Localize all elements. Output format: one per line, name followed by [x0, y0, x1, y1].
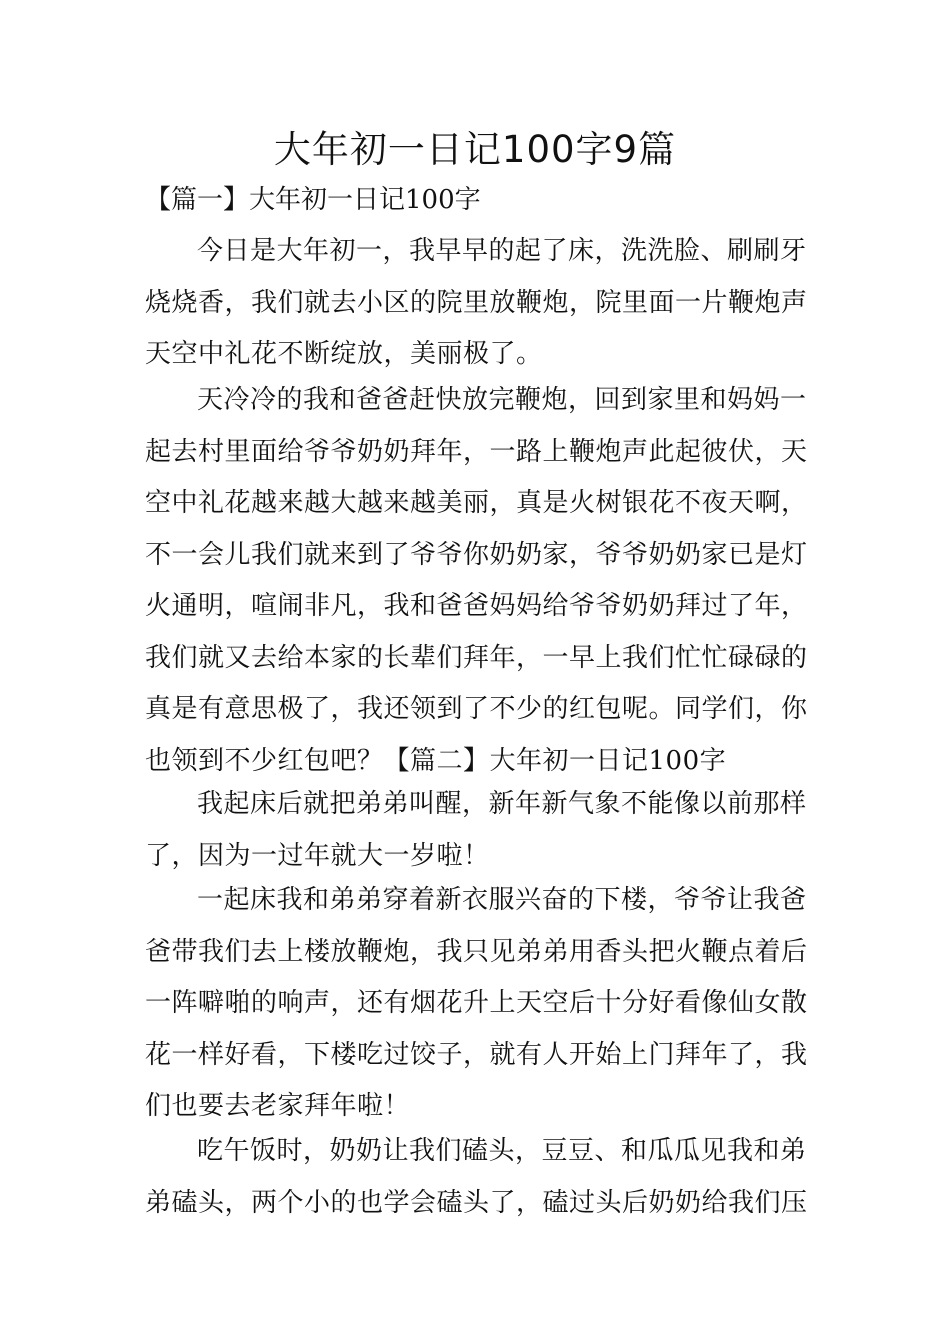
paragraph-line: 花一样好看，下楼吃过饺子，就有人开始上门拜年了，我 [145, 1039, 808, 1070]
paragraph-line: 我起床后就把弟弟叫醒，新年新气象不能像以前那样 [197, 789, 807, 819]
paragraph-line: 我们就又去给本家的长辈们拜年，一早上我们忙忙碌碌的 [145, 642, 808, 673]
paragraph-line: 弟磕头，两个小的也学会磕头了，磕过头后奶奶给我们压 [145, 1187, 808, 1218]
document-title: 大年初一日记100字9篇 [273, 128, 677, 171]
paragraph-1 [145, 226, 813, 381]
paragraph-5 [145, 1126, 813, 1229]
section-heading: 【篇一】大年初一日记100字 [145, 185, 481, 215]
paragraph-line: 天冷冷的我和爸爸赶快放完鞭炮，回到家里和妈妈一 [197, 385, 807, 415]
paragraph-line: 今日是大年初一，我早早的起了床，洗洗脸、刷刷牙 [197, 236, 807, 266]
paragraph-line: 们也要去老家拜年啦！ [145, 1091, 411, 1121]
paragraph-line: 起去村里面给爷爷奶奶拜年，一路上鞭炮声此起彼伏，天 [145, 436, 808, 467]
paragraph-4 [145, 875, 813, 1133]
paragraph-line: 一起床我和弟弟穿着新衣服兴奋的下楼，爷爷让我爸 [197, 885, 807, 915]
paragraph-2 [145, 375, 813, 787]
paragraph-line: 空中礼花越来越大越来越美丽，真是火树银花不夜天啊， [145, 488, 808, 518]
paragraph-line: 天空中礼花不断绽放，美丽极了。 [145, 339, 543, 369]
paragraph-3 [145, 779, 813, 882]
paragraph-line: 也领到不少红包吧？【篇二】大年初一日记100字 [145, 745, 727, 776]
paragraph-line: 真是有意思极了，我还领到了不少的红包呢。同学们，你 [145, 694, 808, 724]
paragraph-line: 吃午饭时，奶奶让我们磕头，豆豆、和瓜瓜见我和弟 [197, 1136, 807, 1166]
paragraph-line: 不一会儿我们就来到了爷爷你奶奶家，爷爷奶奶家已是灯 [145, 539, 808, 570]
paragraph-line: 火通明，喧闹非凡，我和爸爸妈妈给爷爷奶奶拜过了年， [145, 591, 808, 621]
paragraph-line: 了，因为一过年就大一岁啦！ [145, 840, 490, 871]
paragraph-line: 一阵噼啪的响声，还有烟花升上天空后十分好看像仙女散 [145, 988, 808, 1018]
paragraph-line: 爸带我们去上楼放鞭炮，我只见弟弟用香头把火鞭点着后 [145, 936, 808, 967]
paragraph-line: 烧烧香，我们就去小区的院里放鞭炮，院里面一片鞭炮声 [145, 287, 808, 318]
